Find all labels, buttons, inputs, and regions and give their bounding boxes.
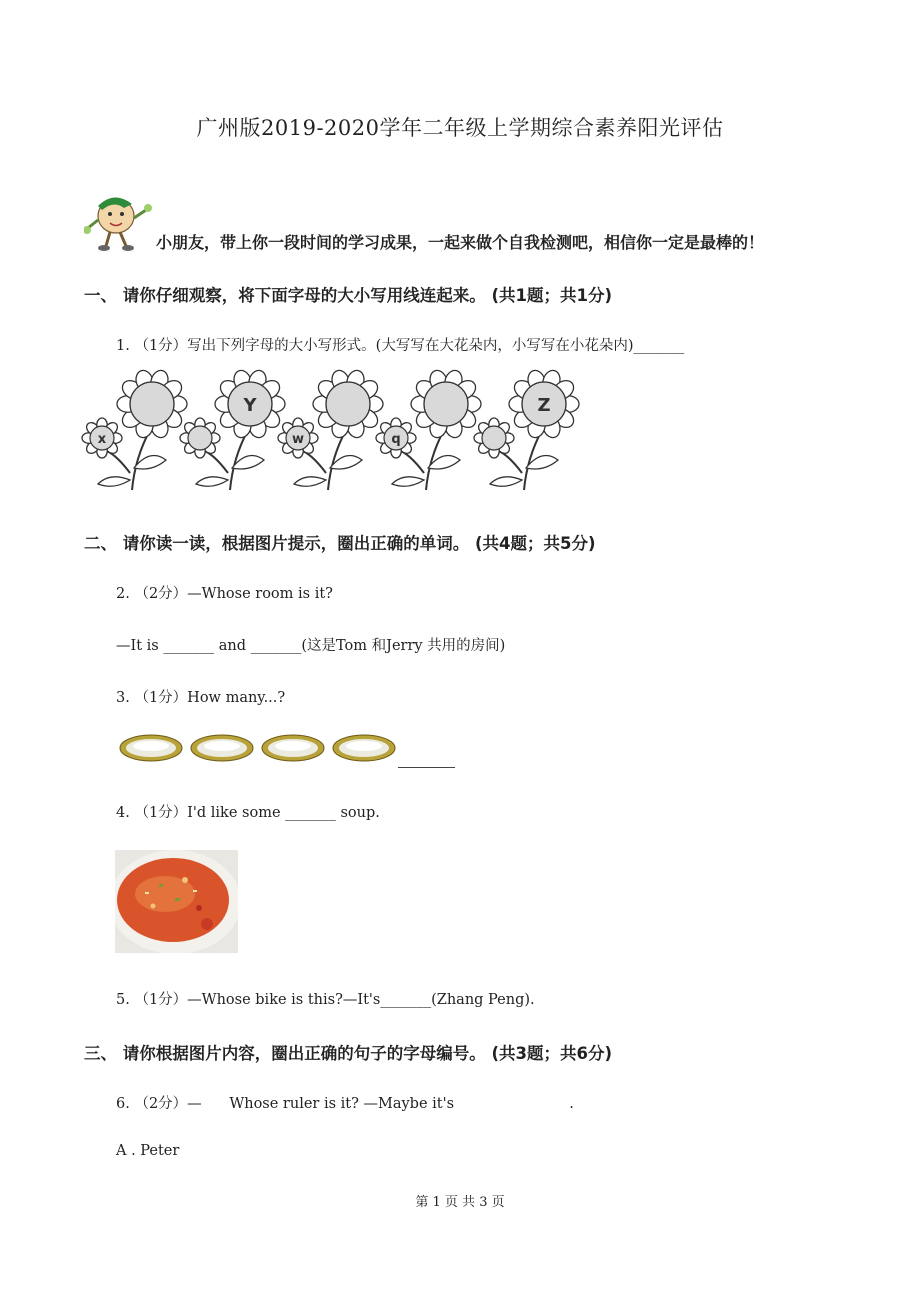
intro-text: 小朋友，带上你一段时间的学习成果，一起来做个自我检测吧，相信你一定是最棒的！ [156,233,765,252]
flower-5-big-letter: Z [537,395,551,416]
answer-blank [398,767,455,768]
plate-2 [191,735,253,761]
mascot-illustration [84,192,154,252]
question-1: 1. （1分）写出下列字母的大小写形式。(大写写在大花朵内，小写写在小花朵内)_______ [116,338,685,354]
soup-photo [115,850,238,953]
section-heading-1: 一、 请你仔细观察，将下面字母的大小写用线连起来。 (共1题；共1分) [84,286,613,305]
flower-4-small-letter: q [391,432,401,447]
question-2-line-2: —It is _______ and _______(这是Tom 和Jerry 共用的房间) [116,638,506,654]
flower-1-small-letter: x [97,432,107,447]
section-heading-2: 二、 请你读一读，根据图片提示，圈出正确的单词。 (共4题；共5分) [84,534,596,553]
flower-2 [180,368,285,490]
flower-5 [474,368,579,490]
question-4: 4. （1分）I'd like some _______ soup. [116,805,380,821]
flower-diagram [80,368,580,498]
section-heading-3: 三、 请你根据图片内容，圈出正确的句子的字母编号。 (共3题；共6分) [84,1044,613,1063]
flower-4 [376,368,481,490]
page-title: 广州版2019-2020学年二年级上学期综合素养阳光评估 [196,116,724,140]
question-2-line-1: 2. （2分）—Whose room is it? [116,586,333,602]
flower-3 [278,368,383,490]
flower-2-big-letter: Y [243,395,257,416]
plate-4 [333,735,395,761]
flower-3-small-letter: w [291,432,305,447]
flower-1 [82,368,187,490]
page-footer: 第 1 页 共 3 页 [415,1195,505,1210]
plates-image [116,730,401,766]
question-5: 5. （1分）—Whose bike is this?—It's_______(Zhang Peng). [116,992,535,1008]
plate-1 [120,735,182,761]
plate-3 [262,735,324,761]
question-6-option-a: A . Peter [116,1143,180,1159]
question-3: 3. （1分）How many...? [116,690,286,706]
question-6: 6. （2分）— Whose ruler is it? —Maybe it's . [116,1096,574,1112]
